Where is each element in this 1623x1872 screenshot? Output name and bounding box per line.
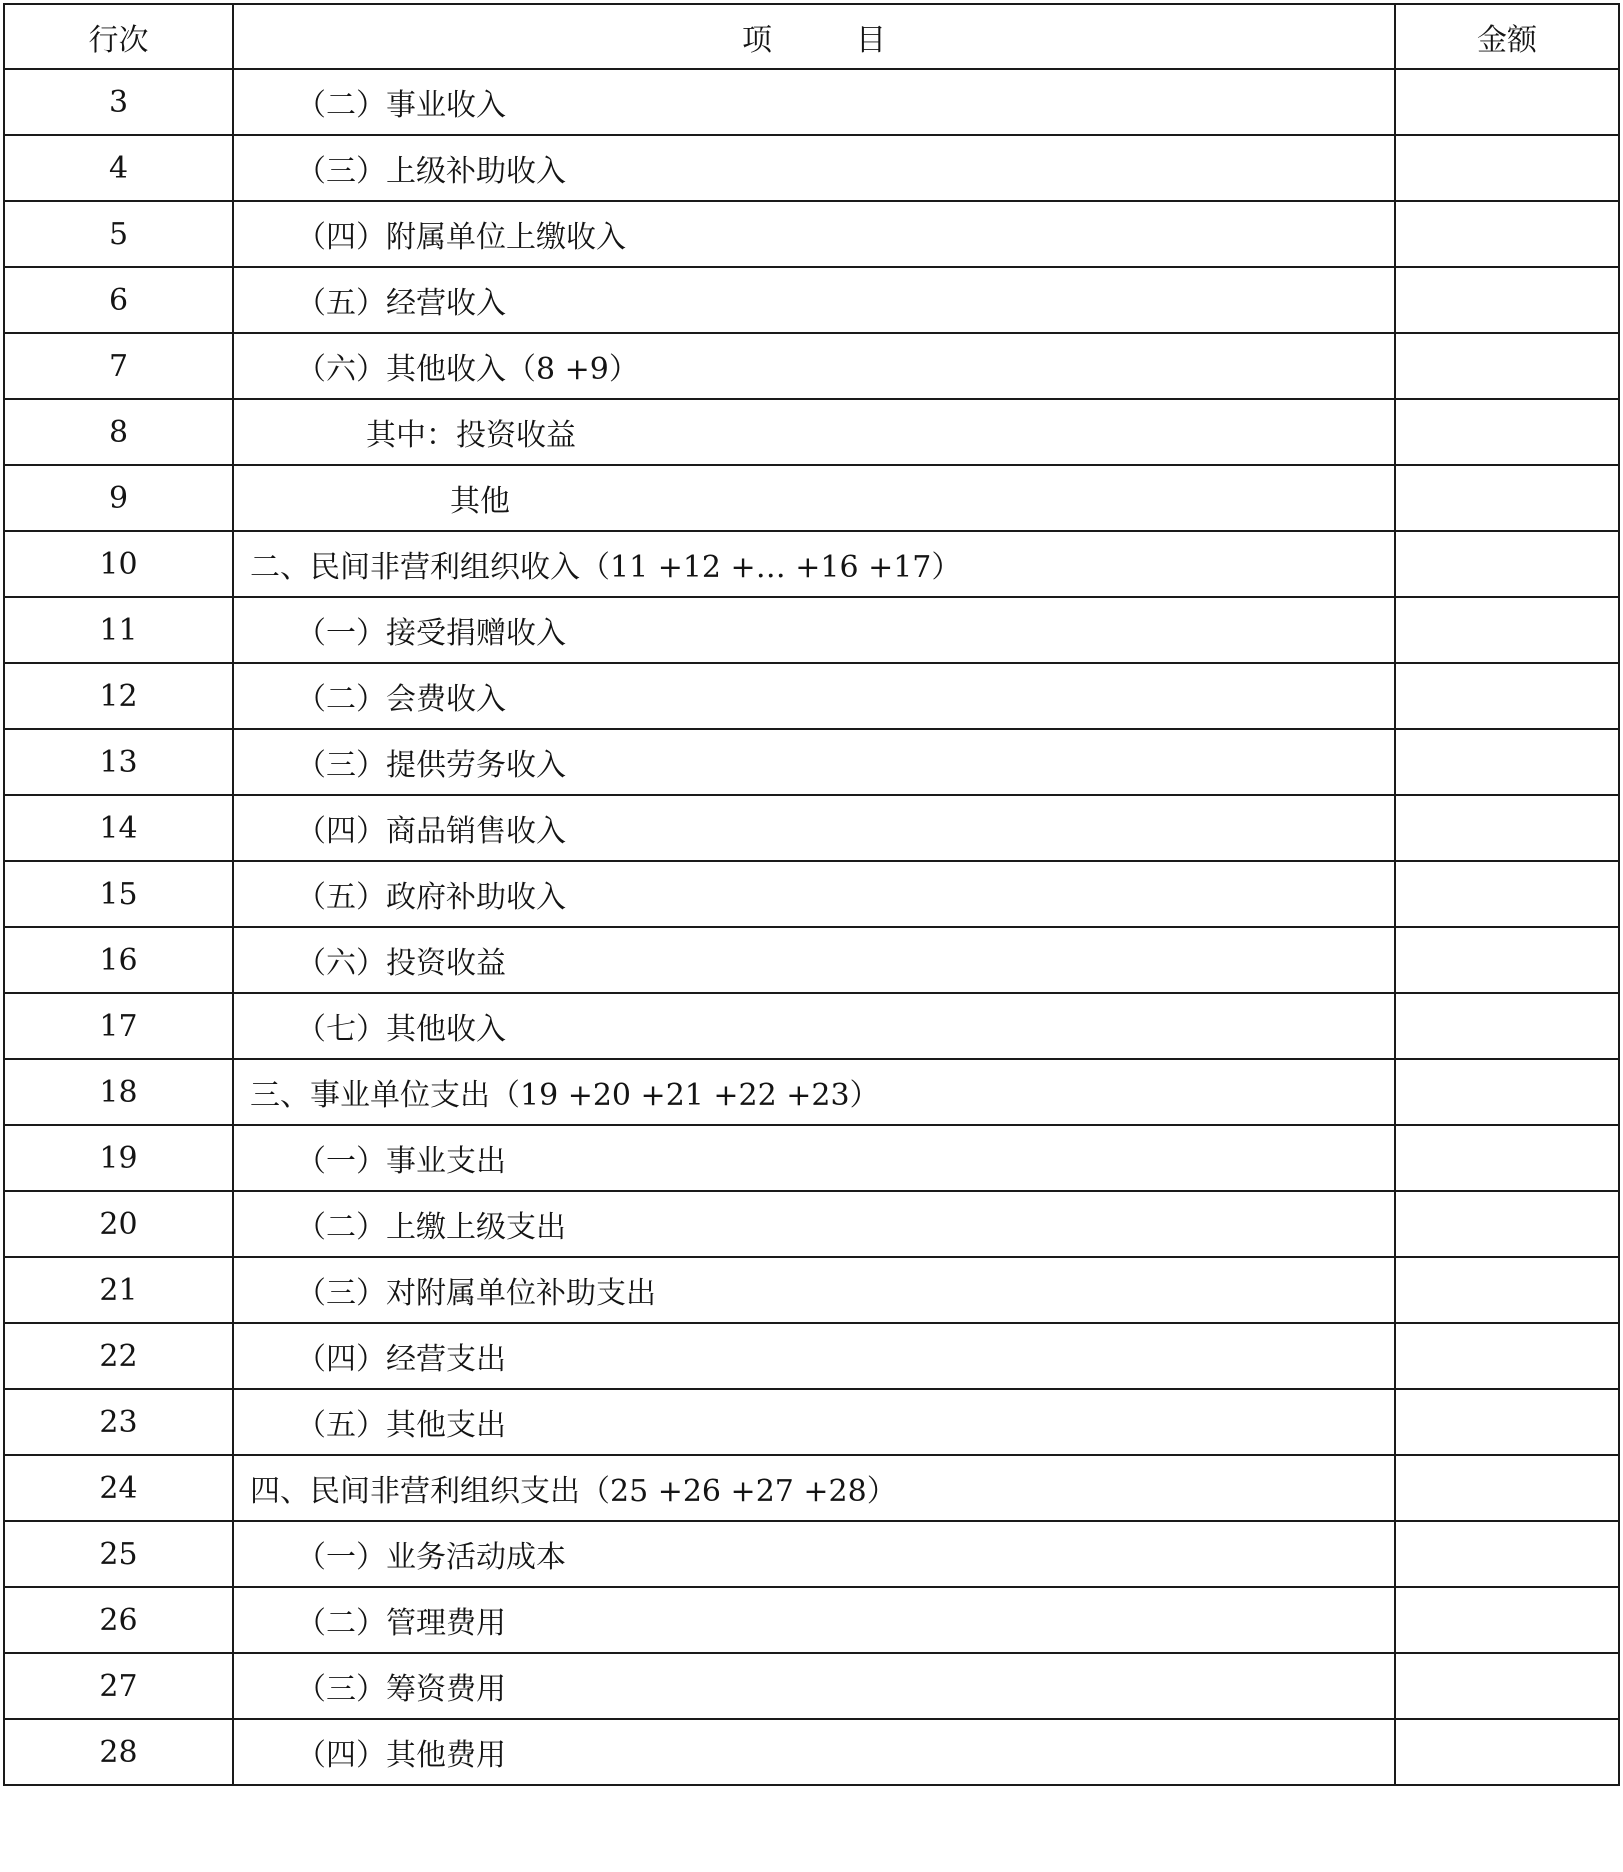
item-cell bbox=[233, 267, 1395, 333]
amount-cell bbox=[1395, 267, 1619, 333]
item-cell bbox=[233, 861, 1395, 927]
item-cell bbox=[233, 1191, 1395, 1257]
amount-cell bbox=[1395, 1257, 1619, 1323]
amount-cell bbox=[1395, 201, 1619, 267]
item-label: （一）事业支出 bbox=[296, 1144, 506, 1179]
item-cell bbox=[233, 1059, 1395, 1125]
line-number-cell: 4 bbox=[4, 135, 233, 201]
table-row bbox=[4, 597, 1619, 663]
item-label: 四、民间非营利组织支出（25 +26 +27 +28） bbox=[250, 1474, 897, 1509]
line-number-cell: 22 bbox=[4, 1323, 233, 1389]
line-number-cell: 25 bbox=[4, 1521, 233, 1587]
amount-cell bbox=[1395, 333, 1619, 399]
amount-cell bbox=[1395, 531, 1619, 597]
line-number-cell: 27 bbox=[4, 1653, 233, 1719]
amount-cell bbox=[1395, 1323, 1619, 1389]
line-number-cell: 17 bbox=[4, 993, 233, 1059]
item-cell bbox=[233, 1257, 1395, 1323]
table-row bbox=[4, 993, 1619, 1059]
table-row bbox=[4, 1719, 1619, 1785]
item-cell bbox=[233, 69, 1395, 135]
amount-cell bbox=[1395, 795, 1619, 861]
item-cell bbox=[233, 1389, 1395, 1455]
item-cell bbox=[233, 663, 1395, 729]
column-header-item-label: 项 目 bbox=[742, 22, 913, 58]
line-number-cell: 26 bbox=[4, 1587, 233, 1653]
line-number-cell: 5 bbox=[4, 201, 233, 267]
table-row bbox=[4, 1323, 1619, 1389]
table-row bbox=[4, 267, 1619, 333]
line-number-cell: 20 bbox=[4, 1191, 233, 1257]
item-label: （六）其他收入（8 +9） bbox=[296, 352, 639, 387]
amount-cell bbox=[1395, 1653, 1619, 1719]
income-expense-table bbox=[3, 3, 1620, 1786]
item-cell bbox=[233, 729, 1395, 795]
item-cell bbox=[233, 993, 1395, 1059]
amount-cell bbox=[1395, 861, 1619, 927]
column-header-line-no: 行次 bbox=[4, 4, 233, 69]
table-body bbox=[4, 69, 1619, 1785]
item-label: （二）上缴上级支出 bbox=[296, 1210, 566, 1245]
table-row bbox=[4, 861, 1619, 927]
column-header-item bbox=[233, 4, 1395, 69]
item-cell bbox=[233, 927, 1395, 993]
line-number-cell: 7 bbox=[4, 333, 233, 399]
amount-cell bbox=[1395, 135, 1619, 201]
table-row bbox=[4, 531, 1619, 597]
line-number-cell: 11 bbox=[4, 597, 233, 663]
table-row bbox=[4, 1191, 1619, 1257]
item-label: （四）经营支出 bbox=[296, 1342, 506, 1377]
item-label: （一）业务活动成本 bbox=[296, 1540, 566, 1575]
table-row bbox=[4, 201, 1619, 267]
table-row bbox=[4, 729, 1619, 795]
amount-cell bbox=[1395, 729, 1619, 795]
item-cell bbox=[233, 465, 1395, 531]
table-row bbox=[4, 333, 1619, 399]
item-label: 其他 bbox=[450, 484, 510, 519]
table-row bbox=[4, 1587, 1619, 1653]
item-cell bbox=[233, 1521, 1395, 1587]
amount-cell bbox=[1395, 1389, 1619, 1455]
item-cell bbox=[233, 135, 1395, 201]
table-row bbox=[4, 1521, 1619, 1587]
item-cell bbox=[233, 1455, 1395, 1521]
line-number-cell: 3 bbox=[4, 69, 233, 135]
item-label: 二、民间非营利组织收入（11 +12 +… +16 +17） bbox=[250, 550, 962, 585]
item-label: 三、事业单位支出（19 +20 +21 +22 +23） bbox=[250, 1078, 880, 1113]
item-cell bbox=[233, 1719, 1395, 1785]
amount-cell bbox=[1395, 465, 1619, 531]
line-number-cell: 13 bbox=[4, 729, 233, 795]
line-number-cell: 6 bbox=[4, 267, 233, 333]
amount-cell bbox=[1395, 1191, 1619, 1257]
line-number-cell: 24 bbox=[4, 1455, 233, 1521]
line-number-cell: 15 bbox=[4, 861, 233, 927]
item-label: （四）商品销售收入 bbox=[296, 814, 566, 849]
amount-cell bbox=[1395, 69, 1619, 135]
item-label: （三）对附属单位补助支出 bbox=[296, 1276, 656, 1311]
item-label: （六）投资收益 bbox=[296, 946, 506, 981]
table-row bbox=[4, 663, 1619, 729]
item-label: （四）其他费用 bbox=[296, 1738, 506, 1773]
item-label: （七）其他收入 bbox=[296, 1012, 506, 1047]
amount-cell bbox=[1395, 1521, 1619, 1587]
line-number-cell: 12 bbox=[4, 663, 233, 729]
amount-cell bbox=[1395, 1125, 1619, 1191]
line-number-cell: 23 bbox=[4, 1389, 233, 1455]
amount-cell bbox=[1395, 927, 1619, 993]
table-row bbox=[4, 1059, 1619, 1125]
amount-cell bbox=[1395, 1455, 1619, 1521]
column-header-amount: 金额 bbox=[1395, 4, 1619, 69]
table-row bbox=[4, 1257, 1619, 1323]
amount-cell bbox=[1395, 399, 1619, 465]
item-label: （二）管理费用 bbox=[296, 1606, 506, 1641]
item-cell bbox=[233, 1587, 1395, 1653]
amount-cell bbox=[1395, 1059, 1619, 1125]
item-cell bbox=[233, 333, 1395, 399]
line-number-cell: 28 bbox=[4, 1719, 233, 1785]
line-number-cell: 10 bbox=[4, 531, 233, 597]
amount-cell bbox=[1395, 597, 1619, 663]
table-row bbox=[4, 1455, 1619, 1521]
table-row bbox=[4, 1653, 1619, 1719]
item-label: （五）政府补助收入 bbox=[296, 880, 566, 915]
line-number-cell: 21 bbox=[4, 1257, 233, 1323]
item-cell bbox=[233, 531, 1395, 597]
item-label: （二）会费收入 bbox=[296, 682, 506, 717]
item-label: （一）接受捐赠收入 bbox=[296, 616, 566, 651]
line-number-cell: 18 bbox=[4, 1059, 233, 1125]
item-cell bbox=[233, 1125, 1395, 1191]
table-row bbox=[4, 135, 1619, 201]
item-label: （三）筹资费用 bbox=[296, 1672, 506, 1707]
table-row bbox=[4, 795, 1619, 861]
table-row bbox=[4, 465, 1619, 531]
table-header-row bbox=[4, 4, 1619, 69]
amount-cell bbox=[1395, 1587, 1619, 1653]
line-number-cell: 14 bbox=[4, 795, 233, 861]
line-number-cell: 16 bbox=[4, 927, 233, 993]
item-label: （五）经营收入 bbox=[296, 286, 506, 321]
amount-cell bbox=[1395, 1719, 1619, 1785]
line-number-cell: 8 bbox=[4, 399, 233, 465]
line-number-cell: 9 bbox=[4, 465, 233, 531]
item-cell bbox=[233, 795, 1395, 861]
table-row bbox=[4, 69, 1619, 135]
item-label: （三）提供劳务收入 bbox=[296, 748, 566, 783]
item-cell bbox=[233, 597, 1395, 663]
item-label: （二）事业收入 bbox=[296, 88, 506, 123]
item-cell bbox=[233, 201, 1395, 267]
amount-cell bbox=[1395, 663, 1619, 729]
item-cell bbox=[233, 1323, 1395, 1389]
item-label: （四）附属单位上缴收入 bbox=[296, 220, 626, 255]
table-row bbox=[4, 399, 1619, 465]
line-number-cell: 19 bbox=[4, 1125, 233, 1191]
item-label: （三）上级补助收入 bbox=[296, 154, 566, 189]
amount-cell bbox=[1395, 993, 1619, 1059]
item-cell bbox=[233, 399, 1395, 465]
table-row bbox=[4, 1125, 1619, 1191]
table-row bbox=[4, 927, 1619, 993]
item-label: （五）其他支出 bbox=[296, 1408, 506, 1443]
item-cell bbox=[233, 1653, 1395, 1719]
item-label: 其中：投资收益 bbox=[366, 418, 576, 453]
table-row bbox=[4, 1389, 1619, 1455]
